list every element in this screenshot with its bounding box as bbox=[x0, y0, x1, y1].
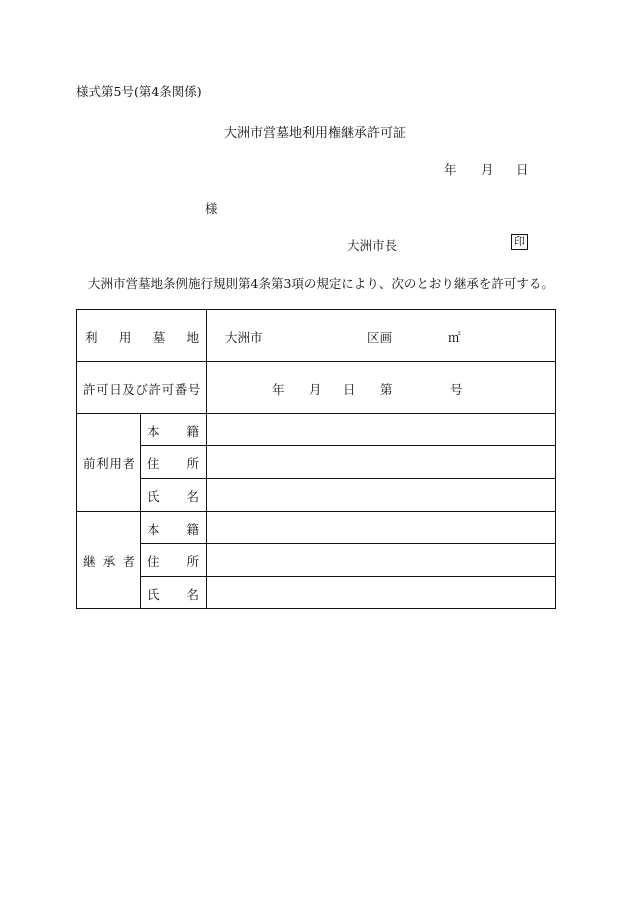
issue-date-day: 日 bbox=[516, 162, 529, 177]
previous-user-char: 者 bbox=[122, 456, 135, 471]
column-divider bbox=[140, 413, 141, 608]
issue-date-year: 年 bbox=[444, 162, 457, 177]
permit-table bbox=[76, 309, 556, 609]
field-char: 名 bbox=[186, 489, 199, 504]
plot-label-char: 用 bbox=[118, 330, 132, 345]
addressee-suffix: 様 bbox=[205, 201, 218, 216]
previous-user-domicile-label bbox=[147, 422, 199, 440]
permit-number-suffix: 号 bbox=[450, 382, 463, 397]
document-title: 大洲市営墓地利用権継承許可証 bbox=[223, 126, 406, 141]
issue-date-month: 月 bbox=[481, 162, 494, 177]
field-char: 住 bbox=[147, 456, 160, 471]
field-char: 氏 bbox=[147, 587, 160, 602]
permit-number-prefix: 第 bbox=[380, 382, 393, 397]
previous-user-char: 用 bbox=[109, 456, 122, 471]
form-number: 様式第5号(第4条関係) bbox=[76, 84, 202, 99]
previous-user-char: 前 bbox=[83, 456, 96, 471]
successor-label bbox=[83, 552, 135, 570]
row-divider bbox=[140, 478, 555, 479]
successor-domicile-label bbox=[147, 520, 199, 538]
field-char: 名 bbox=[186, 587, 199, 602]
seal-stamp: 印 bbox=[511, 234, 528, 250]
plot-city: 大洲市 bbox=[225, 330, 263, 345]
successor-address-label bbox=[147, 552, 199, 570]
permit-month: 月 bbox=[309, 382, 322, 397]
plot-section-label: 区画 bbox=[367, 330, 393, 345]
successor-char: 者 bbox=[122, 554, 135, 569]
plot-label-char: 墓 bbox=[152, 330, 166, 345]
plot-label bbox=[85, 328, 199, 346]
permit-statement: 大洲市営墓地条例施行規則第4条第3項の規定により、次のとおり継承を許可する。 bbox=[88, 276, 554, 291]
field-char: 所 bbox=[186, 554, 199, 569]
field-char: 氏 bbox=[147, 489, 160, 504]
column-divider bbox=[206, 310, 207, 608]
plot-label-char: 利 bbox=[85, 330, 98, 345]
previous-user-address-label bbox=[147, 454, 199, 472]
row-divider bbox=[140, 543, 555, 544]
permit-label: 許可日及び許可番号 bbox=[83, 382, 201, 397]
plot-label-char: 地 bbox=[186, 330, 199, 345]
successor-char: 継 bbox=[83, 554, 96, 569]
permit-year: 年 bbox=[272, 382, 285, 397]
permit-day: 日 bbox=[343, 382, 356, 397]
field-char: 籍 bbox=[186, 424, 199, 439]
successor-char: 承 bbox=[102, 554, 116, 569]
previous-user-name-label bbox=[147, 487, 199, 505]
field-char: 籍 bbox=[186, 522, 199, 537]
row-divider bbox=[77, 361, 555, 362]
row-divider bbox=[140, 445, 555, 446]
row-divider bbox=[77, 413, 555, 414]
previous-user-label bbox=[83, 454, 135, 472]
successor-name-label bbox=[147, 585, 199, 603]
row-divider bbox=[77, 511, 555, 512]
previous-user-char: 利 bbox=[96, 456, 109, 471]
field-char: 所 bbox=[186, 456, 199, 471]
plot-area-unit: ㎡ bbox=[448, 330, 461, 345]
field-char: 本 bbox=[147, 522, 160, 537]
field-char: 本 bbox=[147, 424, 160, 439]
field-char: 住 bbox=[147, 554, 160, 569]
row-divider bbox=[140, 576, 555, 577]
issuer-name: 大洲市長 bbox=[347, 238, 398, 253]
